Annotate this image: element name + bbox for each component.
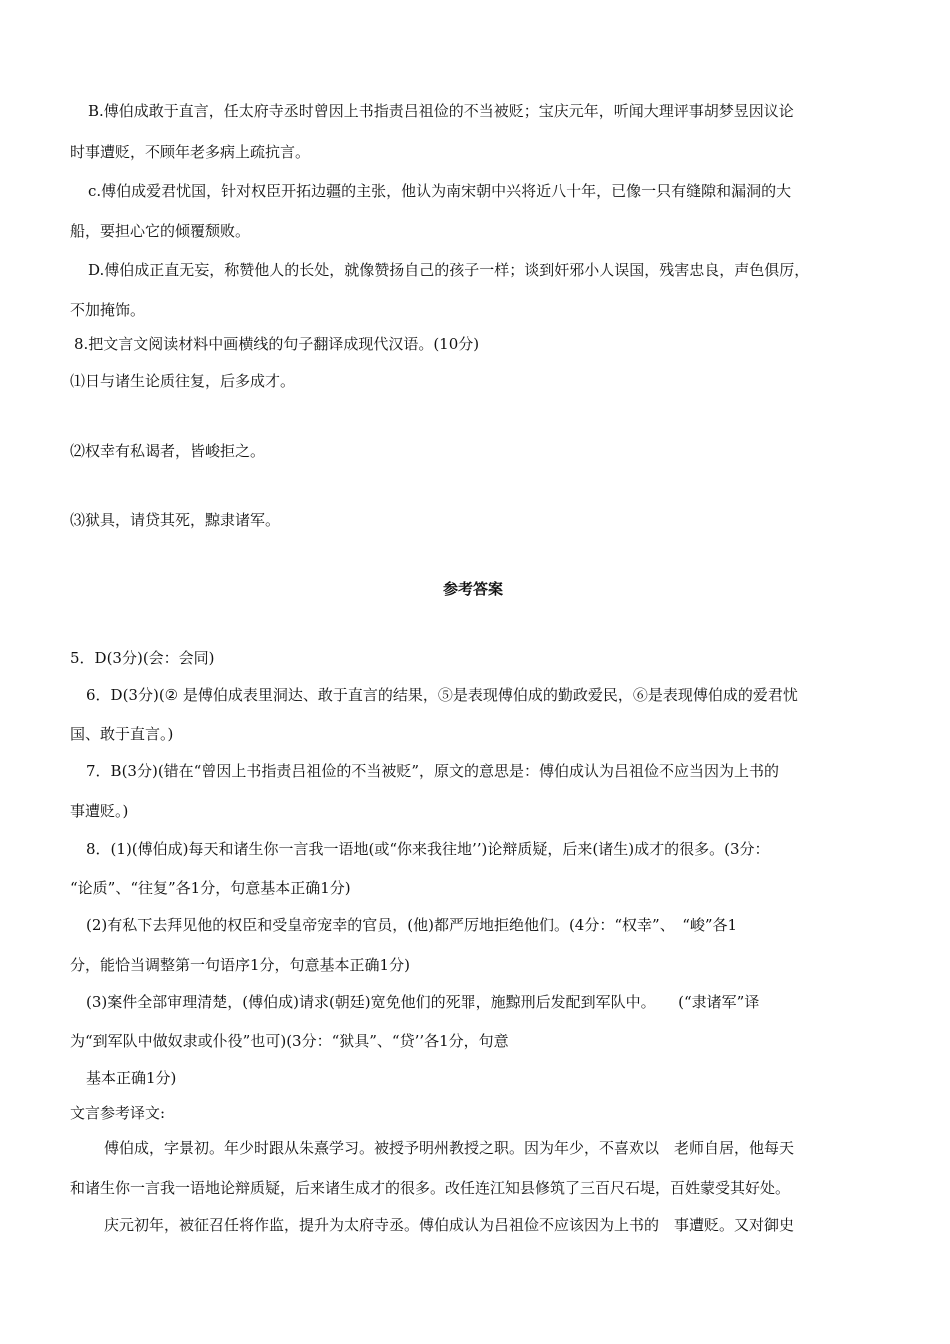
q8-sentence-2: ⑵权幸有私谒者，皆峻拒之。	[70, 442, 266, 460]
answer-8-1-line1: 8．(1)(傅伯成)每天和诸生你一言我一语地(或“你来我往地’’)论辩质疑，后来(诸生)成才的很多。(3分：	[86, 840, 770, 858]
answer-8-3-line1: (3)案件全部审理清楚，(傅伯成)请求(朝廷)宽免他们的死罪，施黥刑后发配到军队中。 (“隶诸军”译	[86, 993, 760, 1011]
translation-p2-line1: 庆元初年，被征召任将作监，提升为太府寺丞。傅伯成认为吕祖俭不应该因为上书的 事遭贬。又对御史	[104, 1216, 795, 1234]
answer-6-line1: 6．D(3分)(② 是傅伯成表里洞达、敢于直言的结果，⑤是表现傅伯成的勤政爱民，⑥是表现傅伯成的爱君忧	[86, 686, 798, 704]
answer-8-1-line2: “论质”、“往复”各1分，句意基本正确1分)	[70, 879, 351, 897]
q7-option-d-line1: D.傅伯成正直无妄，称赞他人的长处，就像赞扬自己的孩子一样；谈到奸邪小人误国，残害忠良，声色俱厉，	[88, 261, 810, 279]
answer-8-2-line2: 分，能恰当调整第一句语序1分，句意基本正确1分)	[70, 956, 410, 974]
q8-sentence-3: ⑶狱具，请贷其死，黥隶诸军。	[70, 511, 281, 529]
answer-8-3-line3: 基本正确1分)	[86, 1069, 177, 1087]
q8-prompt: 8.把文言文阅读材料中画横线的句子翻译成现代汉语。(10分)	[74, 335, 480, 353]
answer-7-line2: 事遭贬。)	[70, 802, 129, 820]
q7-option-d-line2: 不加掩饰。	[70, 301, 146, 319]
q7-option-b-line2: 时事遭贬，不顾年老多病上疏抗言。	[70, 143, 311, 161]
answer-8-3-line2: 为“到军队中做奴隶或仆役”也可)(3分：“狱具”、“贷’’各1分，句意	[70, 1032, 509, 1050]
q7-option-c-line1: c.傅伯成爱君忧国，针对权臣开拓边疆的主张，他认为南宋朝中兴将近八十年，已像一只有缝隙和漏洞的大	[88, 182, 792, 200]
q7-option-b-line1: B.傅伯成敢于直言，任太府寺丞时曾因上书指责吕祖俭的不当被贬；宝庆元年，听闻大理评事胡梦昱因议论	[88, 102, 794, 120]
translation-label: 文言参考译文:	[70, 1104, 166, 1122]
answer-8-2-line1: (2)有私下去拜见他的权臣和受皇帝宠幸的官员，(他)都严厉地拒绝他们。(4分：“权幸”、 “峻”各1	[86, 916, 738, 934]
answers-heading: 参考答案	[443, 580, 504, 598]
q8-sentence-1: ⑴日与诸生论质往复，后多成才。	[70, 372, 296, 390]
q7-option-c-line2: 船，要担心它的倾覆颓败。	[70, 222, 251, 240]
translation-p1-line1: 傅伯成，字景初。年少时跟从朱熹学习。被授予明州教授之职。因为年少，不喜欢以 老师自居，他每天	[104, 1139, 795, 1157]
translation-p1-line2: 和诸生你一言我一语地论辩质疑，后来诸生成才的很多。改任连江知县修筑了三百尺石堤，百姓蒙受其好处。	[70, 1179, 791, 1197]
answer-6-line2: 国、敢于直言。)	[70, 725, 174, 743]
answer-7-line1: 7．B(3分)(错在“曾因上书指责吕祖俭的不当被贬”，原文的意思是：傅伯成认为吕祖俭不应当因为上书的	[86, 762, 780, 780]
answer-5: 5．D(3分)(会：会同)	[70, 649, 215, 667]
